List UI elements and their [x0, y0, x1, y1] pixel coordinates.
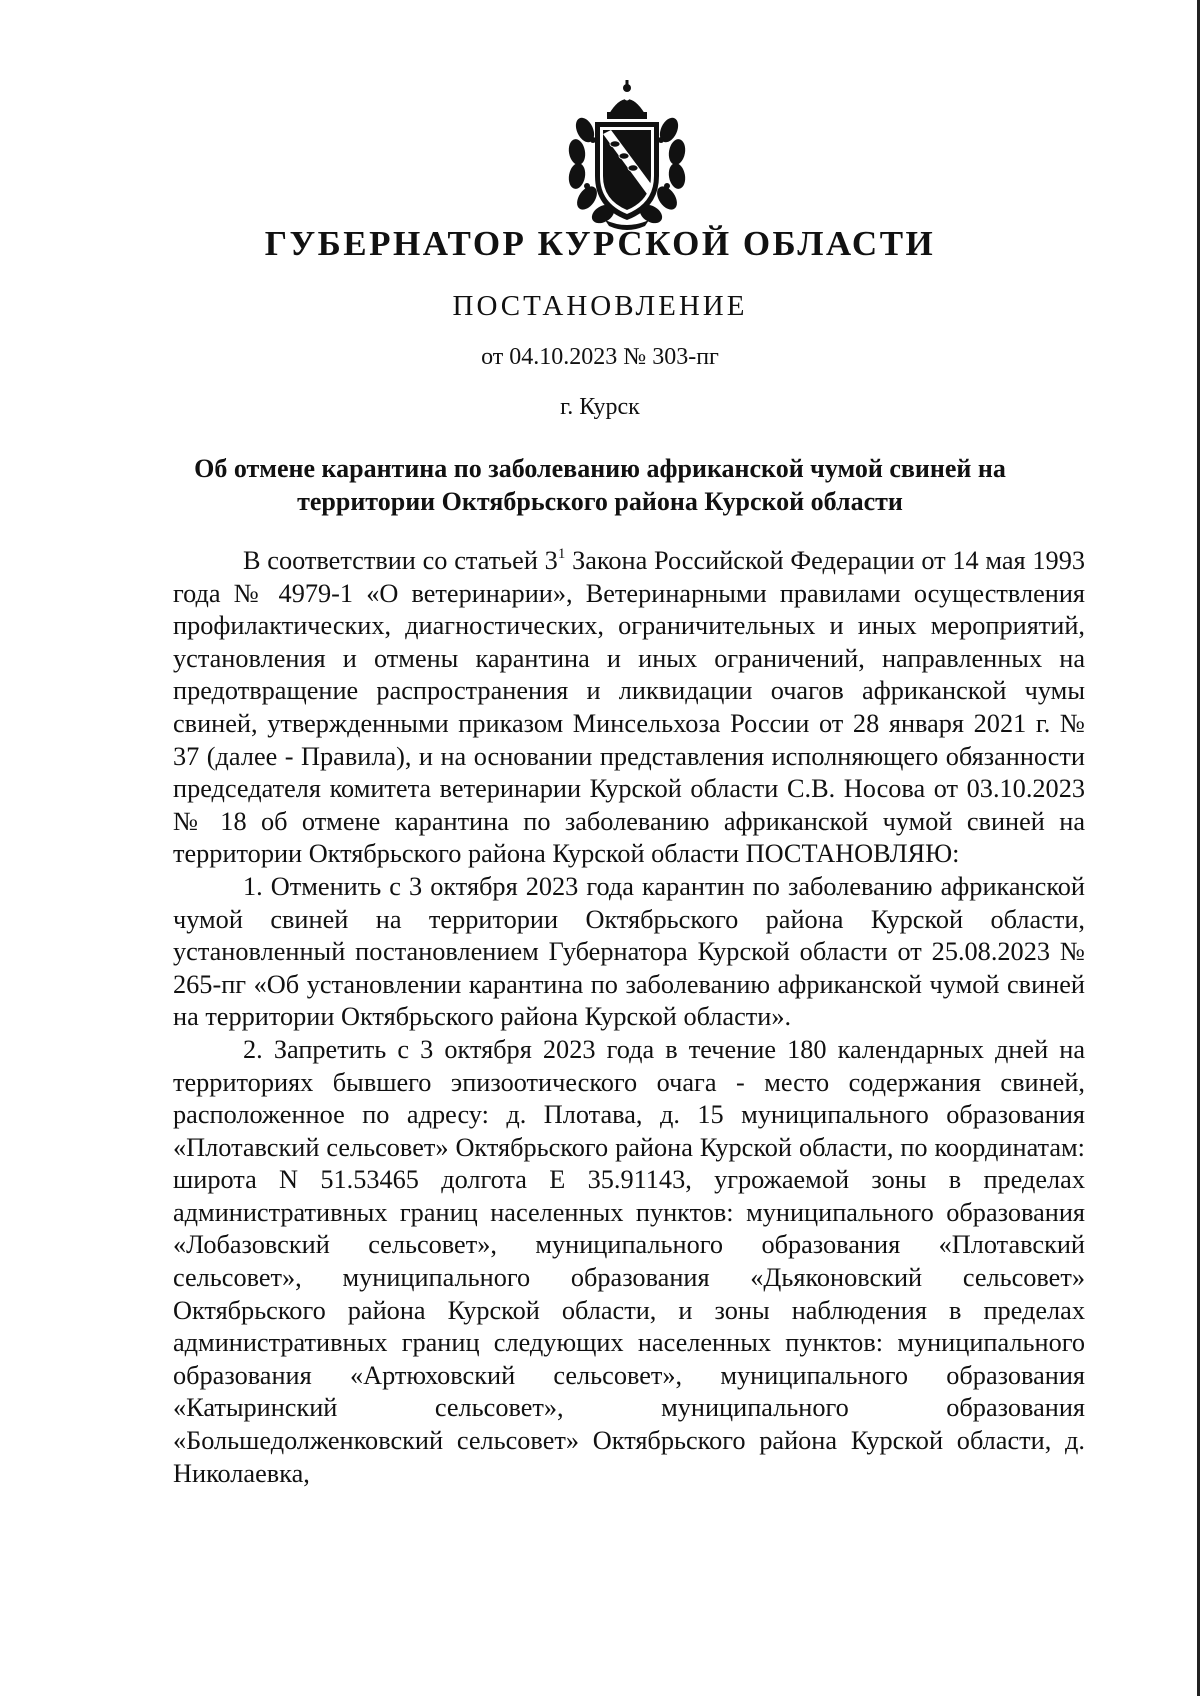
preamble-text-rest: Закона Российской Федерации от 14 мая 1993 года № 4979-1 «О ветеринарии», Ветеринарными правилами осуществления профилактических, диагностических, ограничительных и иных мероприятий, установления и отмены карантина и иных ограничений, направленных на предотвращение распространения и ликвидации очагов африканской чумы свиней, утвержденными приказом Минсельхоза России от 28 января 2021 г. № 37 (далее - Правила), и на основании представления исполняющего обязанности председателя комитета ветеринарии Курской области С.В. Носова от 03.10.2023 № 18 об отмене карантина по заболеванию африканской чумой свиней на территории Октябрьского района Курской области ПОСТАНОВЛЯЮ: [173, 546, 1085, 869]
document-type: ПОСТАНОВЛЕНИЕ [452, 290, 748, 322]
issuer-title: ГУБЕРНАТОР КУРСКОЙ ОБЛАСТИ [264, 224, 936, 263]
document-city: г. Курск [560, 394, 640, 420]
kursk-coat-of-arms-icon [565, 80, 689, 230]
subject-line-2: территории Октябрьского района Курской области [297, 487, 903, 516]
crown-icon [607, 80, 647, 119]
article-superscript: 1 [557, 546, 566, 562]
document-date-number: от 04.10.2023 № 303-пг [481, 344, 719, 370]
item-1-paragraph: 1. Отменить с 3 октября 2023 года карантин по заболеванию африканской чумой свиней на территории Октябрьского района Курской области, установленный постановлением Губернатора Курской области от 25.08.2023 № 265-пг «Об установлении карантина по заболеванию африканской чумой свиней на территории Октябрьского района Курской области». [173, 871, 1085, 1032]
document-body [173, 545, 1085, 1490]
preamble-paragraph [173, 545, 1085, 871]
preamble-text-start: В соответствии со статьей 3 [243, 546, 558, 575]
subject-line-1: Об отмене карантина по заболеванию африканской чумой свиней на [194, 454, 1006, 483]
item-2-paragraph: 2. Запретить с 3 октября 2023 года в течение 180 календарных дней на территориях бывшего эпизоотического очага - место содержания свиней, расположенное по адресу: д. Плотава, д. 15 муниципального образования «Плотавский сельсовет» Октябрьского района Курской области, по координатам: широта N 51.53465 долгота E 35.91143, угрожаемой зоны в пределах административных границ населенных пунктов: муниципального образования «Лобазовский сельсовет», муниципального образования «Плотавский сельсовет», муниципального образования «Дьяконовский сельсовет» Октябрьского района Курской области, и зоны наблюдения в пределах административных границ следующих населенных пунктов: муниципального образования «Артюховский сельсовет», муниципального образования «Катыринский сельсовет», муниципального образования «Большедолженковский сельсовет» Октябрьского района Курской области, д. Николаевка, [173, 1034, 1085, 1488]
document-subject [150, 452, 1050, 518]
